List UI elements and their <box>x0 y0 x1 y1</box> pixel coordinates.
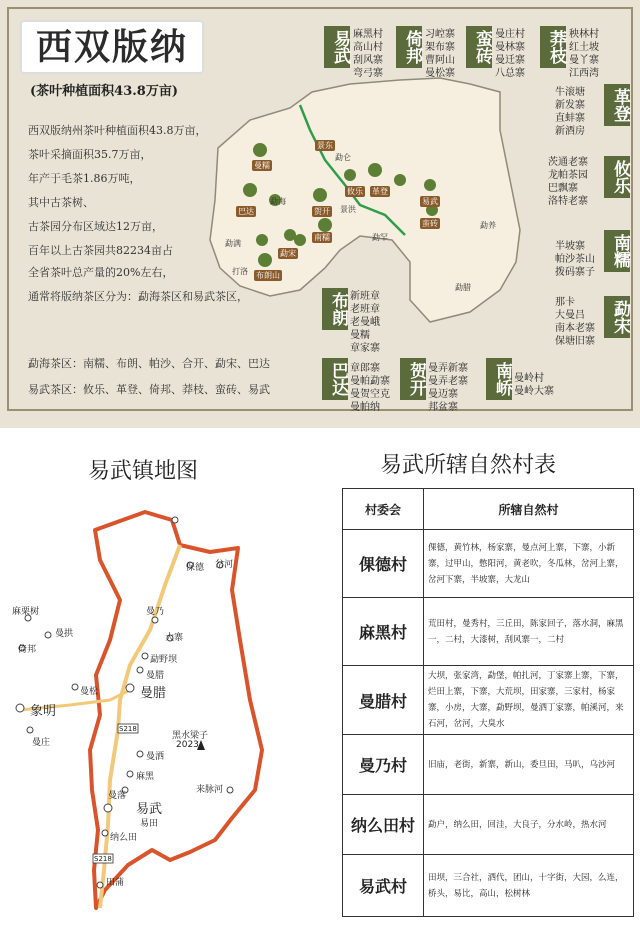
map-place: 勐满 <box>225 239 241 248</box>
desc-line: 年产于毛茶1.86万吨， <box>28 172 141 185</box>
committee-name: 倮德村 <box>343 530 424 598</box>
desc-line: 西双版纳州茶叶种植面积43.8万亩， <box>28 124 207 137</box>
area-label: 贺开 <box>400 358 426 400</box>
desc-line: 其中古茶树、 <box>28 196 94 209</box>
town-map-title: 易武镇地图 <box>88 459 199 484</box>
area-label: 倚邦 <box>396 26 422 68</box>
area-villages: 牛滚塘 新发寨 直蚌寨 新酒房 <box>555 87 585 137</box>
map-place: 勐养 <box>480 221 496 230</box>
committee-name: 曼腊村 <box>343 666 424 735</box>
village-table <box>342 488 634 917</box>
tea-region-infographic <box>0 0 640 428</box>
place-label: 来脉河 <box>196 785 224 795</box>
place-label: 曼腊 <box>140 686 167 701</box>
desc-line: 茶叶采摘面积35.7万亩， <box>28 148 152 161</box>
map-place: 景洪 <box>340 205 356 214</box>
committee-name: 麻黑村 <box>343 598 424 666</box>
place-label: 黑水梁子 <box>172 731 209 741</box>
map-badge: 攸乐 <box>347 187 363 196</box>
page-subtitle: (茶叶种植面积43.8万亩) <box>30 84 178 99</box>
zone-yiwu: 易武茶区：攸乐、革登、倚邦、莽枝、蛮砖、易武 <box>28 383 270 396</box>
table-row <box>343 598 634 666</box>
place-label: 纳么田 <box>110 833 138 843</box>
header-committee: 村委会 <box>343 489 424 530</box>
area-villages: 那卡 大曼吕 南本老寨 保塘旧寨 <box>555 297 595 347</box>
area-villages: 茨通老寨 龙帕茶园 巴飘寨 洛特老寨 <box>548 157 588 207</box>
place-label: 象明 <box>30 704 57 719</box>
committee-name: 纳么田村 <box>343 795 424 855</box>
village-list: 勐户，纳么田，回洼，大良子，分水岭，热水河 <box>424 795 634 855</box>
map-badge: 巴达 <box>238 207 254 216</box>
area-label: 南峤 <box>486 358 512 400</box>
place-label: 曼庄 <box>32 738 51 748</box>
area-villages: 曼岭村 曼岭大寨 <box>514 373 554 397</box>
road-s218 <box>100 545 180 908</box>
zone-menghai: 勐海茶区：南糯、布朗、帕沙、合开、勐宋、巴达 <box>28 357 270 370</box>
route-label: S218 <box>94 855 112 863</box>
area-villages: 曼庄村 曼林寨 曼迁寨 八总寨 <box>495 29 525 79</box>
village-list: 倮德，黄竹林，杨家寨，曼点河上寨，下寨，小新寨，过甲山，憋阳河，黄老吹，冬瓜林，岔河上寨，岔河下寨，半坡寨，大龙山 <box>424 530 634 598</box>
page-title: 西双版纳 <box>20 20 204 74</box>
map-badge: 布朗山 <box>256 271 280 280</box>
desc-line: 通常将版纳茶区分为：勐海茶区和易武茶区， <box>28 290 248 303</box>
village-list: 大坝，张家湾，勐堡，帕扎河，丁家寨上寨，下寨，烂田上寨，下寨，大荒坝，田家寨，三家村，杨家寨，小房，大寨，勐野坝，曼洒丁家寨，帕溪河，来石河，岔河，大臭水 <box>424 666 634 735</box>
area-villages: 曼弄新寨 曼弄老寨 曼迈寨 邦盆寨 <box>428 363 468 413</box>
place-label: 麻黑 <box>136 772 155 782</box>
area-label: 布朗 <box>322 288 348 330</box>
place-label: 大寨 <box>165 633 184 643</box>
committee-name: 曼乃村 <box>343 735 424 795</box>
map-badge: 勐宋 <box>280 249 296 258</box>
town-boundary <box>90 512 262 908</box>
map-badge: 贺开 <box>314 207 330 216</box>
region-outline <box>210 78 520 322</box>
committee-name: 易武村 <box>343 855 424 917</box>
table-row <box>343 530 634 598</box>
area-label: 勐宋 <box>604 296 630 338</box>
place-label: 曼落 <box>108 791 127 801</box>
map-place: 勐罕 <box>372 233 388 242</box>
place-label: 曼松 <box>80 687 99 697</box>
area-villages: 章郎寨 曼帕勐寨 曼贺空克 曼帕纳 <box>350 363 390 413</box>
area-label: 南糯 <box>604 230 630 272</box>
place-label: 麻栗树 <box>12 607 40 617</box>
village-list: 荒田村，曼秀村，三丘田，陈家回子，落水洞，麻黑一，二村，大漆树，刮风寨一，二村 <box>424 598 634 666</box>
map-badge: 蛮砖 <box>422 219 438 228</box>
desc-line: 百年以上古茶园共82234亩占 <box>28 244 173 257</box>
area-villages: 秧林村 红土坡 曼丫寨 江西湾 <box>569 29 599 79</box>
place-label: 曼拱 <box>55 629 74 639</box>
table-row <box>343 855 634 917</box>
map-place: 勐腊 <box>455 283 471 292</box>
map-badge: 南糯 <box>314 233 330 242</box>
place-label: 田蒲 <box>106 878 125 888</box>
place-label: 易武 <box>136 802 163 817</box>
desc-line: 古茶园分布区域达12万亩， <box>28 220 163 233</box>
place-label: 倚邦 <box>18 645 37 655</box>
place-label: 曼洒 <box>146 752 165 762</box>
area-label: 易武 <box>324 26 350 68</box>
table-header-row <box>343 489 634 530</box>
table-title: 易武所辖自然村表 <box>380 453 557 478</box>
map-badge: 革登 <box>372 187 388 196</box>
place-label: 易田 <box>140 819 159 829</box>
place-label: 2023 <box>176 740 199 750</box>
map-place: 打洛 <box>232 267 248 276</box>
area-label: 巴达 <box>322 358 348 400</box>
place-label: 曼腊 <box>146 671 165 681</box>
area-label: 莽枝 <box>540 26 566 68</box>
map-place: 勐海 <box>270 197 286 206</box>
area-label: 蛮砖 <box>466 26 492 68</box>
route-label: S218 <box>119 725 137 733</box>
desc-line: 全省茶叶总产量的20%左右， <box>28 266 174 279</box>
place-label: 岔河 <box>215 560 234 570</box>
place-label: 保德 <box>186 563 205 573</box>
area-villages: 半坡寨 帕沙茶山 拨码寨子 <box>555 241 595 278</box>
map-badge: 曼糯 <box>254 161 270 170</box>
area-villages: 麻黑村 高山村 刮风寨 弯弓寨 <box>353 29 383 79</box>
header-villages: 所辖自然村 <box>424 489 634 530</box>
table-row <box>343 735 634 795</box>
table-row <box>343 795 634 855</box>
map-badge: 易武 <box>422 197 438 206</box>
area-villages: 习崆寨 架布寨 曹阿山 曼松寨 <box>425 29 455 79</box>
table-row <box>343 666 634 735</box>
map-badge: 景东 <box>317 141 333 150</box>
place-label: 曼乃 <box>146 607 165 617</box>
area-villages: 新班章 老班章 老曼峨 曼糯 章家寨 <box>350 291 380 354</box>
map-place: 勐仑 <box>335 153 351 162</box>
place-label: 勐野坝 <box>150 655 178 665</box>
village-list: 旧庙，老街，新寨，新山，委旦田，马叭，乌沙河 <box>424 735 634 795</box>
area-label: 攸乐 <box>604 156 630 198</box>
village-list: 田坝，三合社，洒代，团山，十字街，大园，么连，桥头，易比，高山，松树林 <box>424 855 634 917</box>
area-label: 革登 <box>604 84 630 126</box>
